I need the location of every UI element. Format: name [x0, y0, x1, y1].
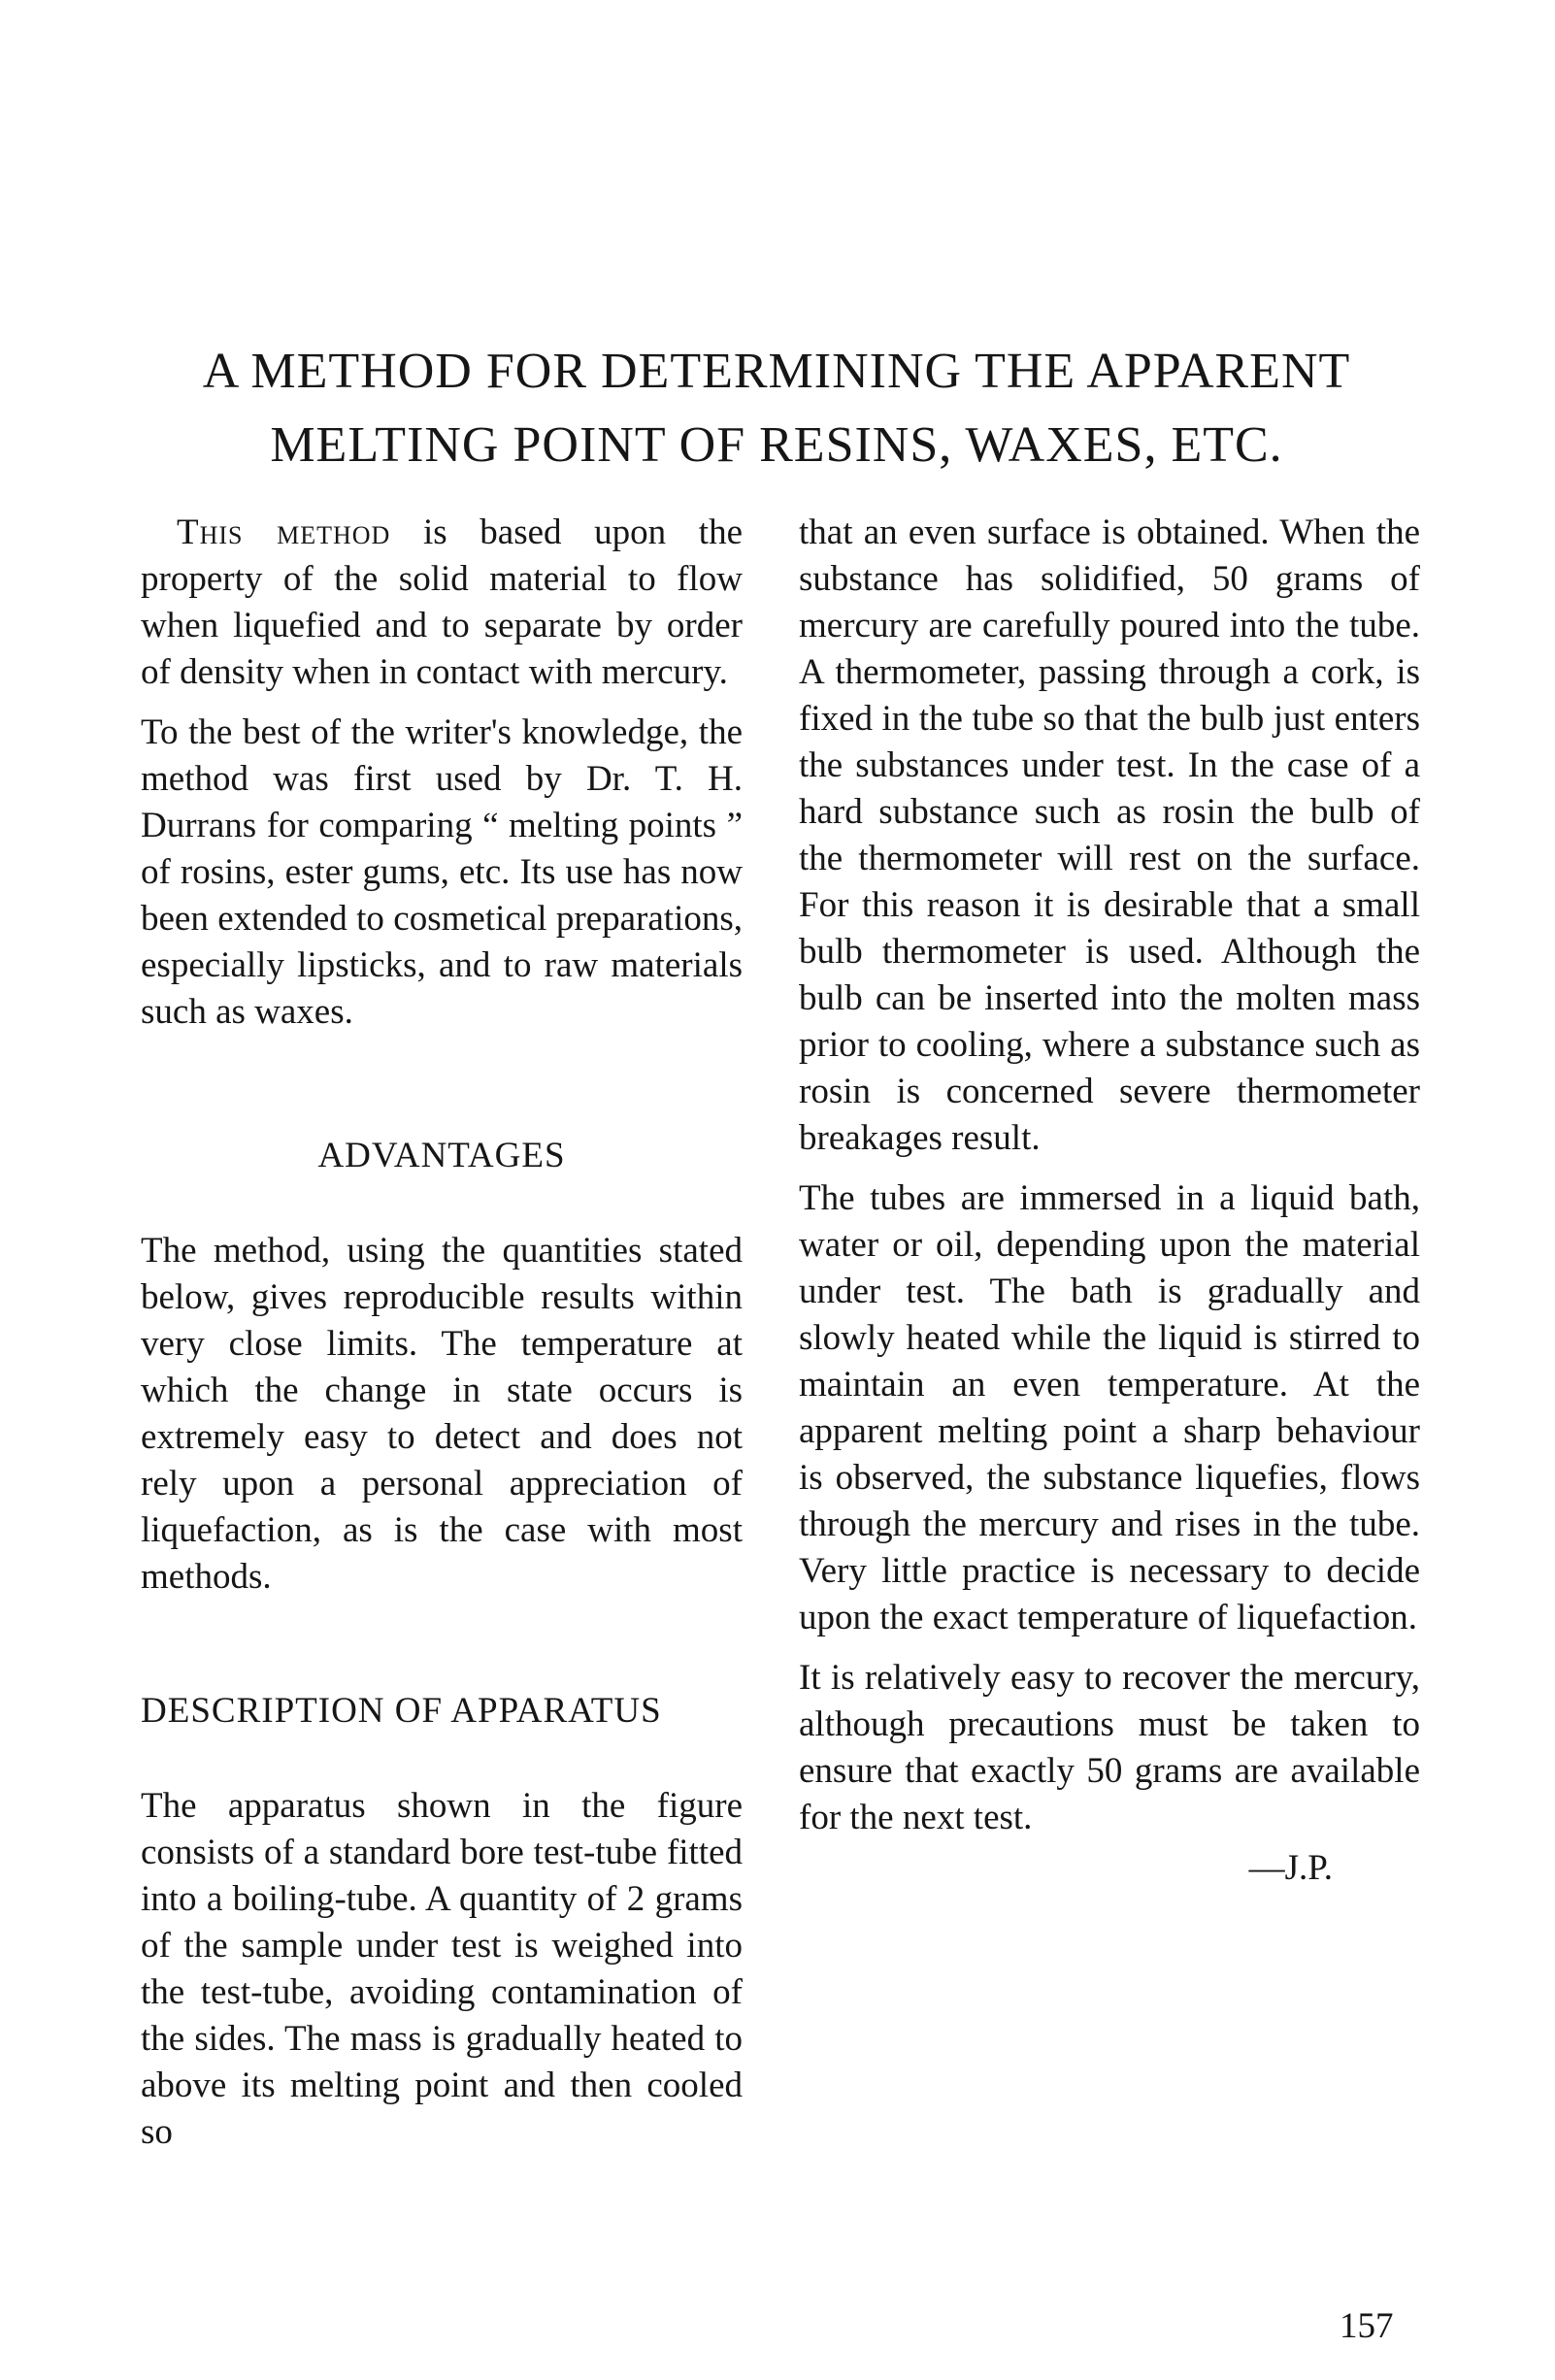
advantages-paragraph: The method, using the quantities stated below, gives reproducible results within very close limits. The temperature at which the change in state occurs is extremely easy to detect and does not rely upon a personal appreciation of liquefaction, as is the case with most methods. — [141, 1231, 743, 1597]
procedure-paragraph: that an even surface is obtained. When the substance has solidified, 50 grams of mercury are carefully poured into the tube. A thermometer, passing through a cork, is fixed in the tube so that the bulb just enters the substances under test. In the case of a hard substance such as rosin the bulb of the thermometer will rest on the surface. For this reason it is desirable that a small bulb thermometer is used. Although the bulb can be inserted into the molten mass prior to cooling, where a substance such as rosin is concerned severe thermometer breakages result. — [799, 512, 1420, 1158]
left-column — [141, 510, 743, 2156]
heating-paragraph: The tubes are immersed in a liquid bath, water or oil, depending upon the material under test. The bath is gradually and slowly heated while the liquid is stirred to maintain an even temperature. At the apparent melting point a sharp behaviour is observed, the substance liquefies, flows through the mercury and rises in the tube. Very little practice is necessary to decide upon the exact temperature of liquefaction. — [799, 1178, 1420, 1637]
intro-paragraph — [141, 510, 743, 696]
description-heading: DESCRIPTION OF APPARATUS — [141, 1691, 662, 1731]
right-column — [799, 510, 1420, 1892]
description-paragraph: The apparatus shown in the figure consists of a standard bore test-tube fitted into a boiling-tube. A quantity of 2 grams of the sample under test is weighed into the test-tube, avoiding contamination of the sides. The mass is gradually heated to above its melting point and then cooled so — [141, 1786, 743, 2152]
article-title — [126, 335, 1427, 482]
recovery-paragraph: It is relatively easy to recover the mercury, although precautions must be taken to ensure that exactly 50 grams are available for the next test. — [799, 1658, 1420, 1837]
page-number: 157 — [1340, 2306, 1394, 2346]
intro-lead: This method — [177, 512, 391, 552]
intro-rest: is based upon the property of the solid material to flow when liquefied and to separate by order of density when in contact with mercury. — [141, 512, 743, 692]
title-line-1: A METHOD FOR DETERMINING THE APPARENT — [202, 344, 1351, 399]
title-line-2: MELTING POINT OF RESINS, WAXES, ETC. — [270, 417, 1283, 473]
author-signature: —J.P. — [1248, 1848, 1333, 1888]
advantages-heading: ADVANTAGES — [317, 1136, 566, 1175]
history-paragraph: To the best of the writer's knowledge, the method was first used by Dr. T. H. Durrans for comparing “ melting points ” of rosins, ester gums, etc. Its use has now been extended to cosmetical preparations, especially lipsticks, and to raw materials such as waxes. — [141, 712, 743, 1032]
